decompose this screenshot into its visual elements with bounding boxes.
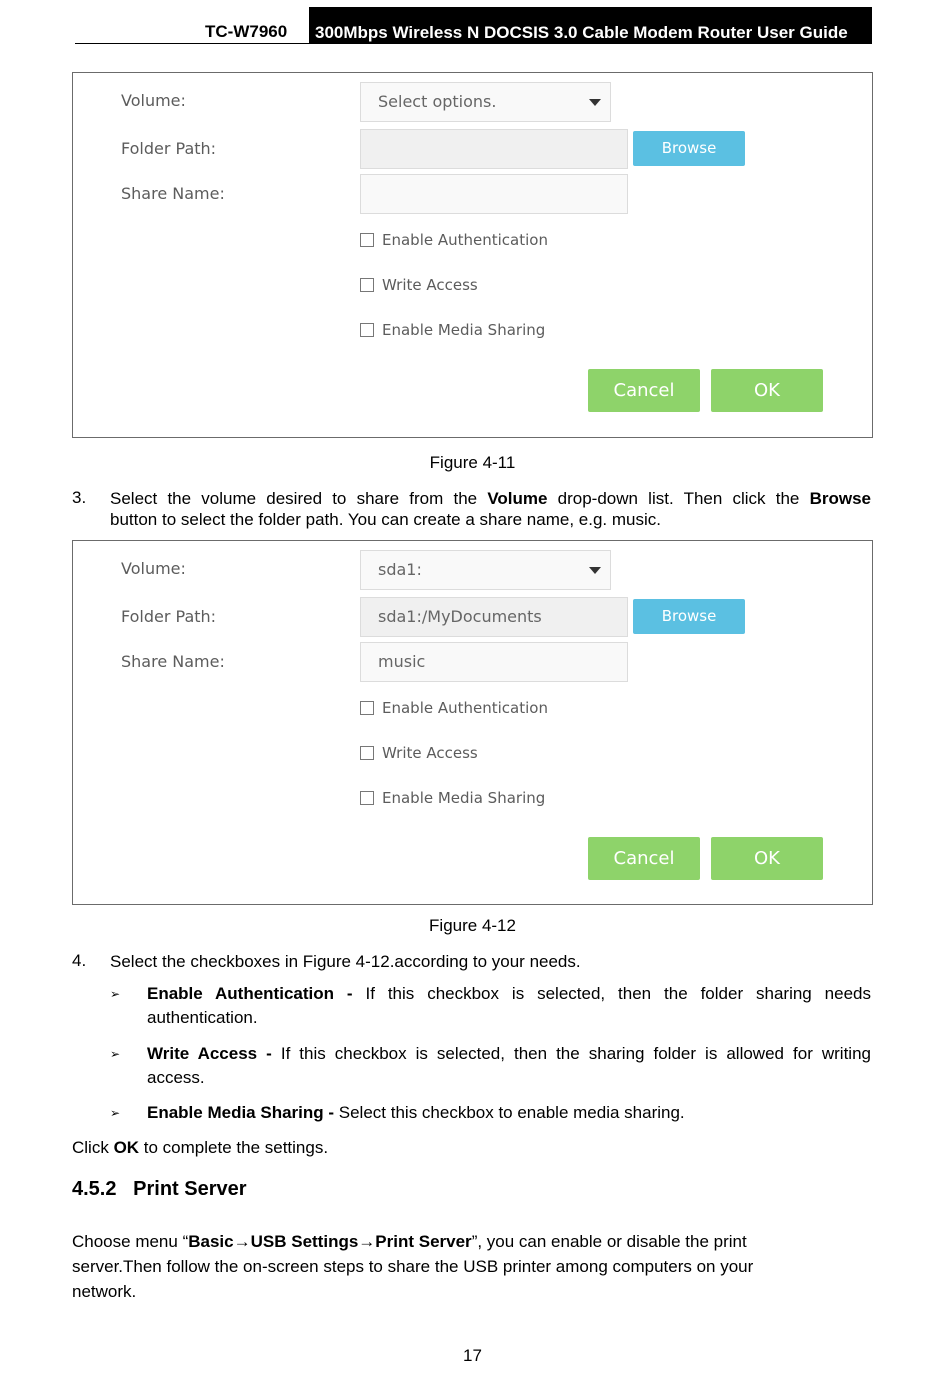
step-4-text: Select the checkboxes in Figure 4-12.according to your needs. [110, 952, 581, 971]
checkbox-label: Write Access [382, 276, 478, 294]
checkbox-label: Write Access [382, 744, 478, 762]
cancel-button[interactable]: Cancel [588, 837, 700, 880]
browse-button[interactable]: Browse [633, 599, 745, 634]
figure-caption: Figure 4-11 [429, 453, 516, 472]
volume-select-value: sda1: [378, 560, 422, 579]
volume-select[interactable] [360, 82, 611, 122]
figure-caption: Figure 4-12 [429, 916, 516, 935]
figure-4-12-panel [72, 540, 873, 905]
chevron-down-icon [589, 99, 601, 106]
share-name-label: Share Name: [121, 184, 225, 203]
checkbox-icon [360, 233, 374, 247]
enable-media-sharing-checkbox[interactable] [360, 789, 545, 807]
step-3-line-1: Select the volume desired to share from the Volume drop-down list. Then click the Browse [110, 489, 872, 508]
write-access-checkbox[interactable] [360, 276, 478, 294]
header-model: TC-W7960 [205, 22, 288, 41]
checkbox-icon [360, 791, 374, 805]
print-server-paragraph: Choose menu “Basic→USB Settings→Print Server”, you can enable or disable the print server.Then follow the on-screen steps to share the USB printer among computers on your network. [72, 1232, 754, 1301]
share-name-input[interactable] [360, 174, 628, 214]
step-number: 4. [72, 951, 87, 970]
bullet-arrow-icon: ➢ [110, 1106, 121, 1120]
folder-path-input[interactable] [360, 129, 628, 169]
volume-select-value: Select options. [378, 92, 497, 111]
ok-button[interactable]: OK [711, 837, 823, 880]
write-access-checkbox[interactable] [360, 744, 478, 762]
bullet-arrow-icon: ➢ [110, 987, 121, 1001]
folder-path-label: Folder Path: [121, 139, 217, 158]
step-number: 3. [72, 488, 87, 507]
share-name-input[interactable]: music [360, 642, 628, 682]
checkbox-label: Enable Authentication [382, 231, 548, 249]
volume-select[interactable] [360, 550, 611, 590]
volume-label: Volume: [121, 91, 186, 110]
figure-4-11-panel [72, 72, 873, 438]
header-rule [75, 43, 309, 44]
cancel-button[interactable]: Cancel [588, 369, 700, 412]
page-number: 17 [463, 1346, 482, 1365]
bullet-line: access. [147, 1068, 205, 1087]
bullet-line: authentication. [147, 1008, 258, 1027]
enable-authentication-checkbox[interactable] [360, 231, 548, 249]
folder-path-input[interactable]: sda1:/MyDocuments [360, 597, 628, 637]
chevron-down-icon [589, 567, 601, 574]
checkbox-label: Enable Media Sharing [382, 321, 546, 339]
checkbox-label: Enable Authentication [382, 699, 548, 717]
bullet-line: Write Access - If this checkbox is selected, then the sharing folder is allowed for writing [147, 1044, 871, 1063]
bullet-line: Enable Authentication - If this checkbox is selected, then the folder sharing needs [147, 984, 871, 1003]
checkbox-label: Enable Media Sharing [382, 789, 546, 807]
ok-button[interactable]: OK [711, 369, 823, 412]
enable-media-sharing-checkbox[interactable] [360, 321, 545, 339]
browse-button[interactable]: Browse [633, 131, 745, 166]
bullet-arrow-icon: ➢ [110, 1047, 121, 1061]
checkbox-icon [360, 278, 374, 292]
checkbox-icon [360, 746, 374, 760]
volume-label: Volume: [121, 559, 186, 578]
folder-path-label: Folder Path: [121, 607, 217, 626]
checkbox-icon [360, 701, 374, 715]
enable-authentication-checkbox[interactable] [360, 699, 548, 717]
checkbox-icon [360, 323, 374, 337]
section-heading: 4.5.2 Print Server [72, 1178, 247, 1200]
share-name-label: Share Name: [121, 652, 225, 671]
bullet-line: Enable Media Sharing - Select this checkbox to enable media sharing. [147, 1103, 685, 1122]
step-3-line-2: button to select the folder path. You can create a share name, e.g. music. [110, 510, 661, 529]
click-ok-text: Click OK to complete the settings. [72, 1138, 329, 1157]
header-title: 300Mbps Wireless N DOCSIS 3.0 Cable Modem Router User Guide [309, 7, 872, 44]
